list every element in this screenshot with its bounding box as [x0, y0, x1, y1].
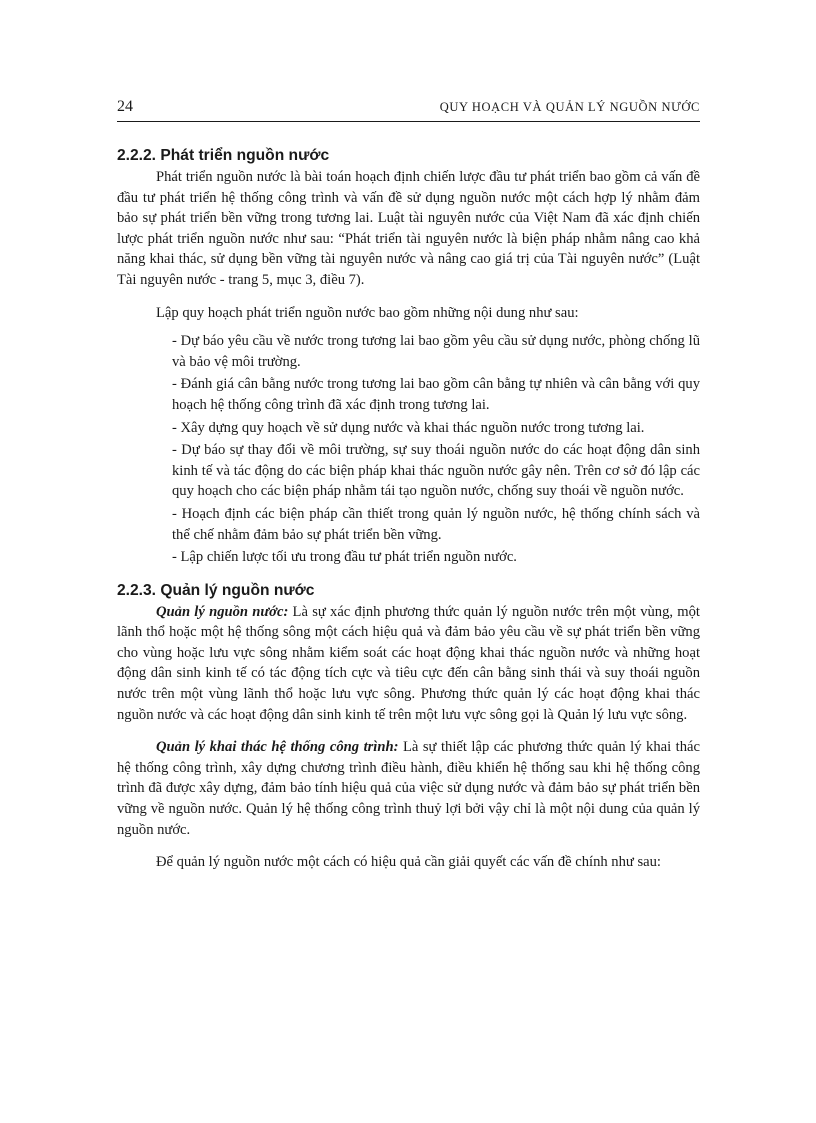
paragraph-development-intro: Phát triển nguồn nước là bài toán hoạch định chiến lược đầu tư phát triển bao gồm cả vấn đề đầu tư phát triển hệ thống công trình và vấn đề sử dụng nguồn nước một cách hợp lý nhằm đảm bảo sự phát triển bền vững trong tương lai. Luật tài nguyên nước của Việt Nam đã xác định chiến lược phát triển nguồn nước như sau: “Phát triển tài nguyên nước là biện pháp nhằm nâng cao khả năng khai thác, sử dụng bền vững tài nguyên nước và nâng cao giá trị của Tài nguyên nước” (Luật Tài nguyên nước - trang 5, mục 3, điều 7). [117, 169, 700, 288]
paragraph-main-issues: Để quản lý nguồn nước một cách có hiệu quả cần giải quyết các vấn đề chính như sau: [156, 854, 661, 871]
list-item: - Hoạch định các biện pháp cần thiết trong quản lý nguồn nước, hệ thống chính sách và thể chế nhằm đảm bảo sự phát triển bền vững. [172, 505, 700, 543]
book-page [117, 96, 700, 873]
list-item: - Xây dựng quy hoạch về sử dụng nước và khai thác nguồn nước trong tương lai. [172, 419, 645, 436]
page-header [117, 96, 700, 122]
definition-text: Là sự thiết lập các phương thức quản lý khai thác hệ thống công trình, xây dựng chương trình điều hành, điều khiển hệ thống sau khi hệ thống công trình đã được xây dựng, đảm bảo tính hiệu quả của việc sử dụng nước và đảm bảo sự phát triển bền vững về nguồn nước. Quản lý hệ thống công trình thuỷ lợi bởi vậy chỉ là một nội dung của quản lý nguồn nước. [117, 739, 700, 838]
list-item: - Lập chiến lược tối ưu trong đầu tư phát triển nguồn nước. [172, 549, 517, 566]
section-heading-management: 2.2.3. Quản lý nguồn nước [117, 581, 315, 599]
list-item: - Dự báo sự thay đổi về môi trường, sự suy thoái nguồn nước do các hoạt động dân sinh kinh tế và tác động do các biện pháp khai thác nguồn nước gây nên. Trên cơ sở đó lập các quy hoạch cho các biện pháp nhằm tái tạo nguồn nước, chống suy thoái về nguồn nước. [172, 442, 700, 500]
paragraph-water-resource-management [117, 602, 700, 726]
list-item: - Dự báo yêu cầu về nước trong tương lai bao gồm yêu cầu sử dụng nước, phòng chống lũ và bảo vệ môi trường. [172, 333, 700, 370]
section-heading-development: 2.2.2. Phát triển nguồn nước [117, 147, 330, 164]
page-number: 24 [117, 98, 133, 116]
term-system-operation-management: Quản lý khai thác hệ thống công trình: [156, 739, 399, 756]
running-title: QUY HOẠCH VÀ QUẢN LÝ NGUỒN NƯỚC [439, 100, 700, 115]
paragraph-system-operation-management [117, 737, 700, 840]
term-water-resource-management: Quản lý nguồn nước: [156, 603, 289, 620]
definition-text: Là sự xác định phương thức quản lý nguồn nước trên một vùng, một lãnh thổ hoặc một hệ thống sông một cách hiệu quả và đảm bảo yêu cầu về sự phát triển bền vững cho vùng hoặc lưu vực sông nhằm kiểm soát các hoạt động khai thác nguồn nước và những hoạt động dân sinh kinh tế có tác động tích cực và tiêu cực đến cân bằng sinh thái và suy thoái nguồn nước trên một vùng lãnh thổ hoặc lưu vực sông. Phương thức quản lý các hoạt động khai thác nguồn nước và các hoạt động dân sinh kinh tế trên một lưu vực sông gọi là Quản lý lưu vực sông. [117, 603, 700, 723]
list-item: - Đánh giá cân bằng nước trong tương lai bao gồm cân bằng tự nhiên và cân bằng với quy hoạch hệ thống công trình đã xác định trong tương lai. [172, 376, 700, 413]
planning-contents-list [117, 331, 700, 568]
paragraph-planning-contents: Lập quy hoạch phát triển nguồn nước bao gồm những nội dung như sau: [156, 304, 579, 321]
